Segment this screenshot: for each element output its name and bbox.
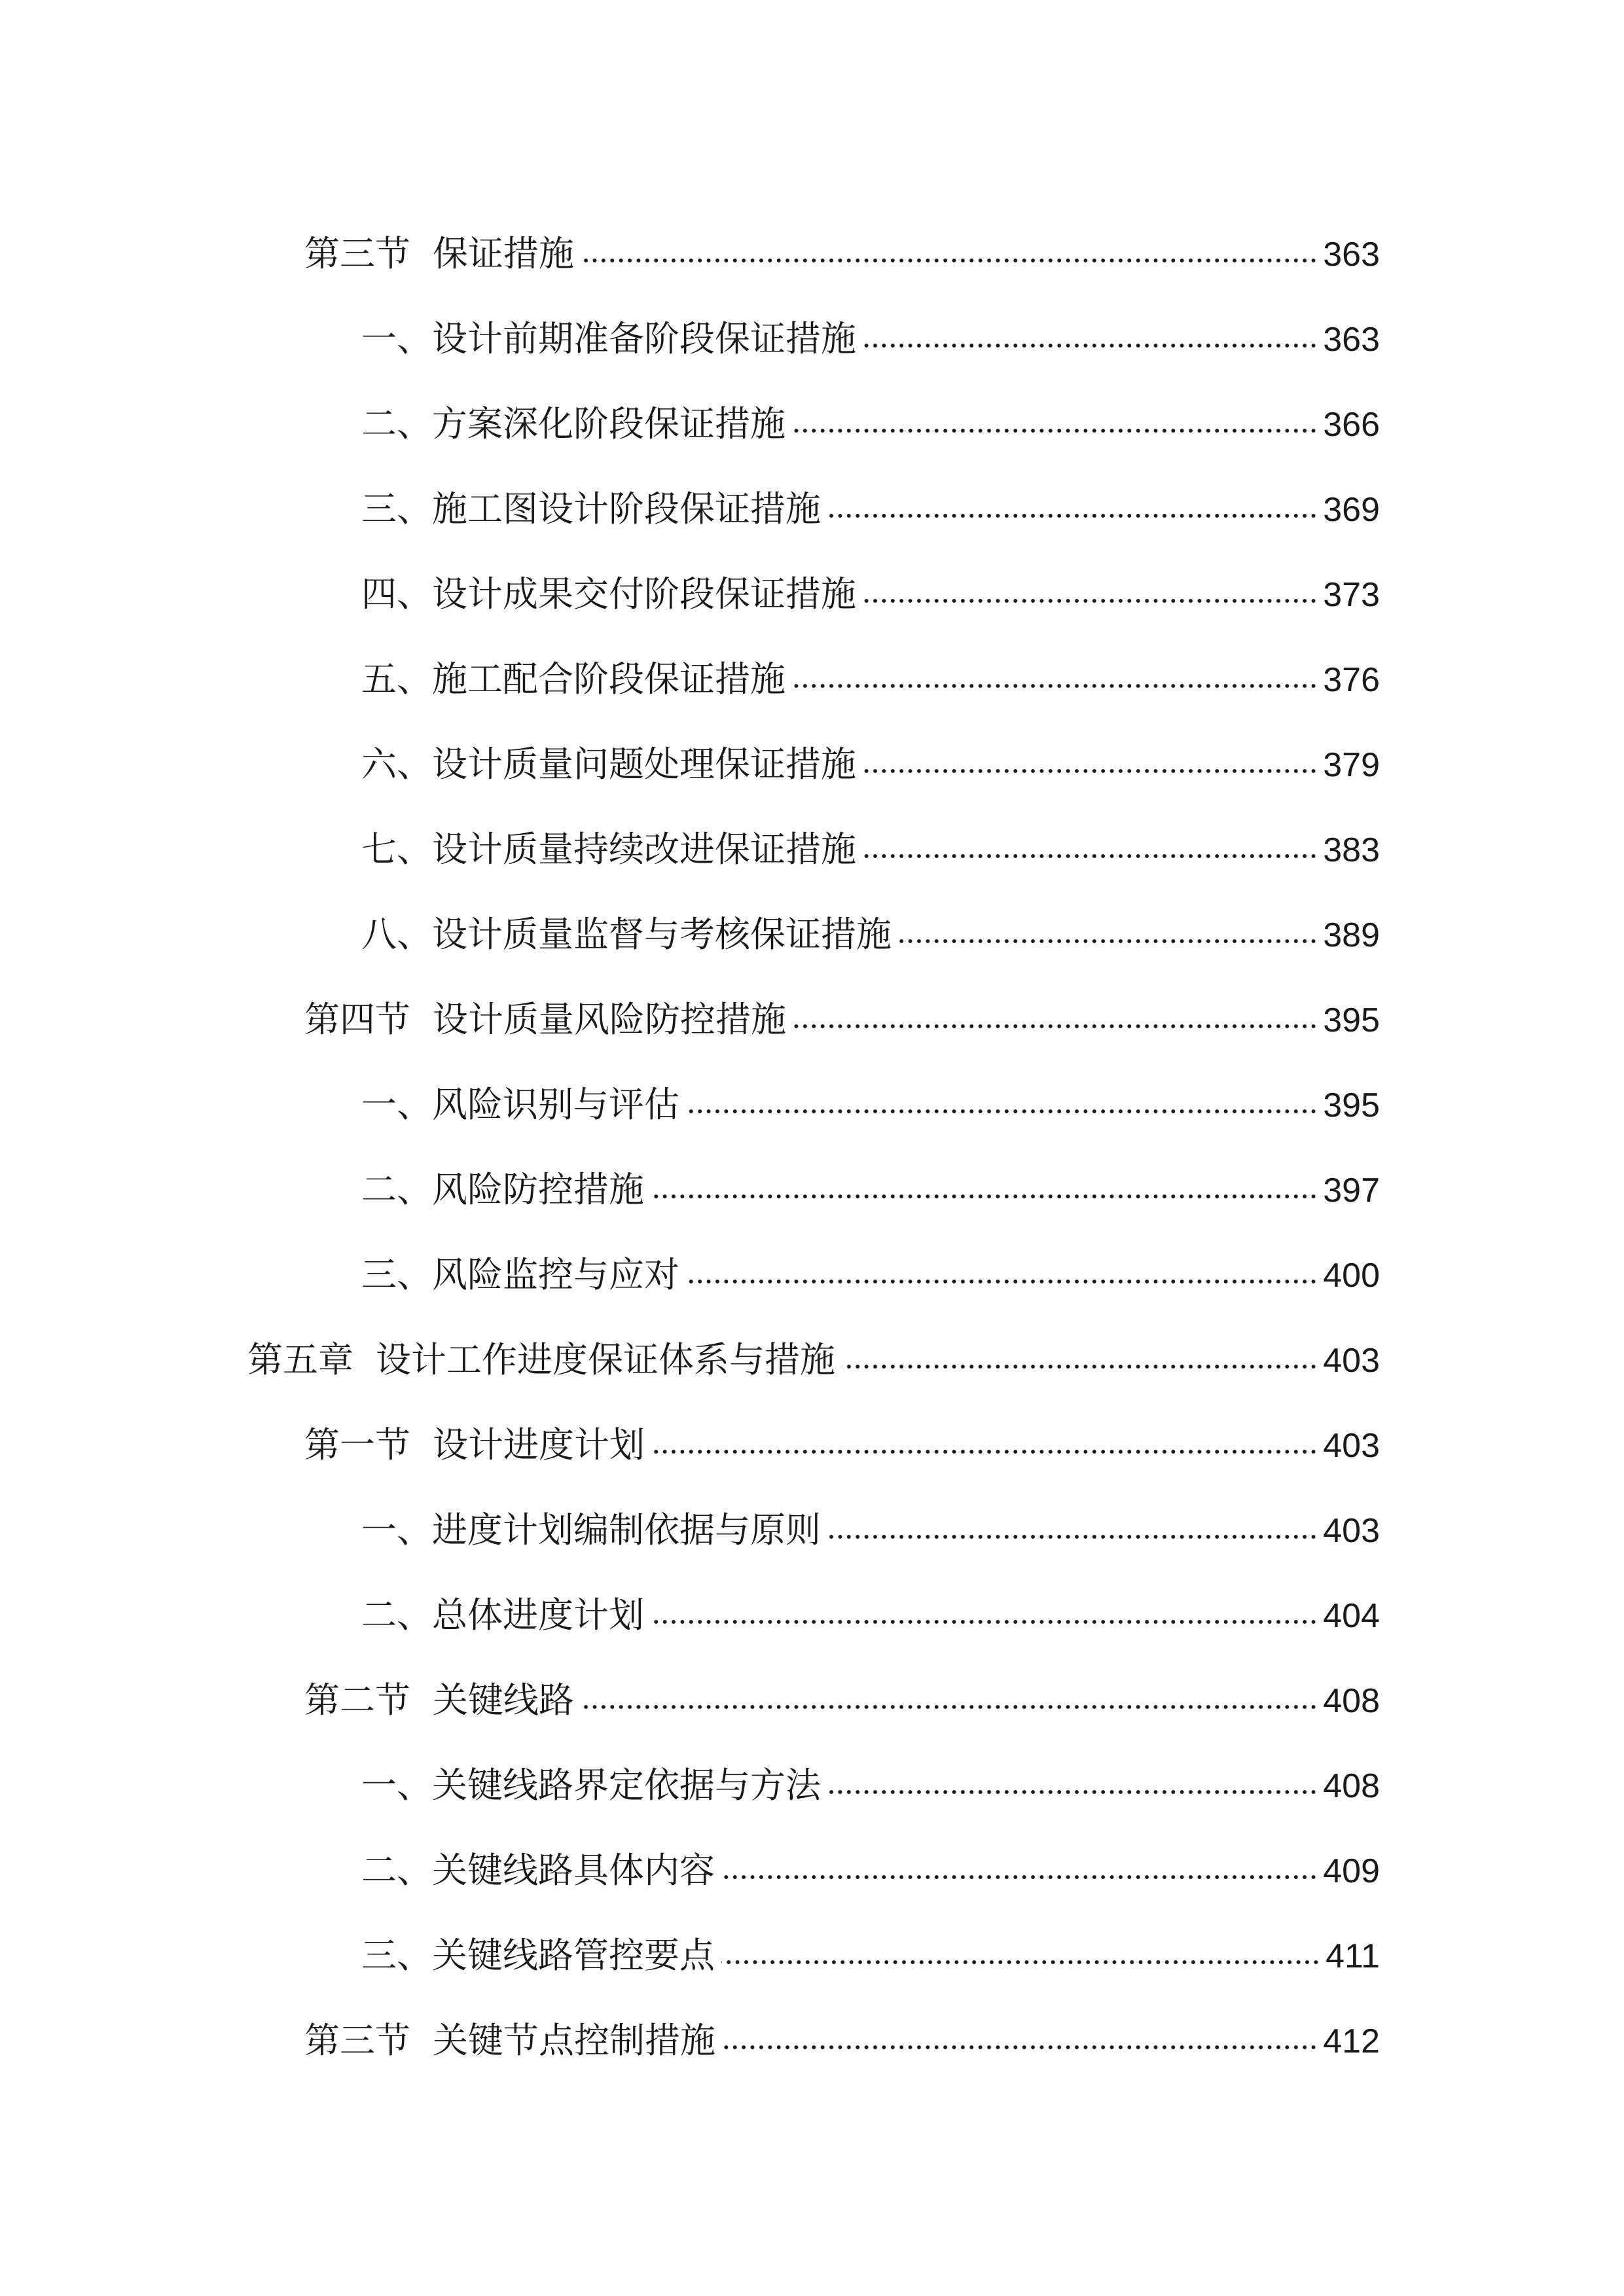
toc-entry-title: 方案深化阶段保证措施 bbox=[432, 403, 785, 444]
toc-entry-page: 404 bbox=[1323, 1597, 1380, 1635]
toc-entry-label bbox=[361, 403, 792, 444]
toc-entry-page: 376 bbox=[1323, 661, 1380, 699]
toc-entry-number: 三、 bbox=[361, 488, 432, 529]
dot-leader bbox=[792, 427, 1318, 434]
toc-entry-title: 设计前期准备阶段保证措施 bbox=[432, 318, 856, 359]
toc-entry-title: 设计质量持续改进保证措施 bbox=[432, 829, 856, 870]
toc-entry-title: 关键线路具体内容 bbox=[432, 1850, 715, 1891]
toc-entry-number: 二、 bbox=[361, 1169, 432, 1210]
toc-entry-page: 412 bbox=[1323, 2022, 1380, 2060]
toc-entry[interactable] bbox=[361, 376, 1380, 442]
toc-entry-page: 363 bbox=[1323, 236, 1380, 274]
toc-entry[interactable] bbox=[304, 1993, 1380, 2061]
toc-entry-page: 400 bbox=[1323, 1257, 1380, 1295]
dot-leader bbox=[686, 1278, 1318, 1285]
toc-entry-title: 关键线路 bbox=[433, 1679, 574, 1721]
toc-entry-number: 一、 bbox=[361, 318, 432, 359]
dot-leader bbox=[827, 512, 1318, 519]
toc-entry[interactable] bbox=[361, 802, 1380, 870]
toc-entry-page: 395 bbox=[1323, 1086, 1380, 1124]
toc-entry-page: 403 bbox=[1323, 1427, 1380, 1465]
toc-entry[interactable] bbox=[361, 1057, 1380, 1125]
toc-entry-label bbox=[361, 914, 898, 955]
toc-entry-page: 409 bbox=[1323, 1852, 1380, 1890]
toc-entry-label bbox=[361, 1850, 721, 1891]
toc-entry[interactable] bbox=[361, 1738, 1380, 1806]
dot-leader bbox=[686, 1108, 1318, 1115]
dot-leader bbox=[651, 1619, 1318, 1625]
toc-entry[interactable] bbox=[247, 1312, 1380, 1378]
toc-entry-number: 二、 bbox=[361, 403, 432, 444]
toc-entry-title: 关键线路管控要点 bbox=[432, 1935, 715, 1976]
dot-leader bbox=[842, 1363, 1318, 1370]
toc-entry-title: 关键节点控制措施 bbox=[433, 2020, 715, 2061]
toc-entry-page: 411 bbox=[1326, 1937, 1380, 1975]
toc-entry-title: 风险监控与应对 bbox=[432, 1254, 679, 1295]
dot-leader bbox=[863, 342, 1318, 349]
toc-entry-label bbox=[361, 829, 863, 870]
toc-entry-title: 设计成果交付阶段保证措施 bbox=[432, 573, 856, 615]
toc-entry-label bbox=[361, 318, 863, 359]
toc-entry-number: 第二节 bbox=[304, 1679, 410, 1721]
toc-entry-number: 二、 bbox=[361, 1850, 432, 1891]
toc-entry-title: 进度计划编制依据与原则 bbox=[432, 1509, 821, 1551]
toc-entry[interactable] bbox=[304, 972, 1380, 1040]
toc-entry-page: 397 bbox=[1323, 1172, 1380, 1210]
toc-entry[interactable] bbox=[361, 547, 1380, 615]
toc-entry-title: 设计进度计划 bbox=[433, 1424, 645, 1465]
toc-entry-label bbox=[304, 1424, 651, 1465]
toc-entry-number: 第三节 bbox=[304, 2020, 410, 2061]
dot-leader bbox=[898, 938, 1318, 944]
toc-entry[interactable] bbox=[361, 1227, 1380, 1293]
dot-leader bbox=[827, 1534, 1318, 1540]
toc-entry[interactable] bbox=[361, 1142, 1380, 1208]
dot-leader bbox=[721, 1959, 1320, 1965]
toc-entry-title: 设计质量监督与考核保证措施 bbox=[432, 914, 892, 955]
toc-entry-number: 六、 bbox=[361, 744, 432, 785]
toc-entry-page: 403 bbox=[1323, 1512, 1380, 1550]
toc-entry-title: 总体进度计划 bbox=[432, 1594, 644, 1636]
toc-entry-page: 408 bbox=[1323, 1767, 1380, 1805]
toc-entry-label bbox=[361, 1594, 651, 1636]
toc-entry-number: 七、 bbox=[361, 829, 432, 870]
toc-entry[interactable] bbox=[361, 1568, 1380, 1636]
dot-leader bbox=[793, 1023, 1318, 1030]
toc-entry-label bbox=[361, 573, 863, 615]
toc-entry-label bbox=[361, 1084, 686, 1125]
toc-entry-label bbox=[361, 658, 792, 700]
dot-leader bbox=[721, 1874, 1318, 1880]
toc-entry-title: 施工图设计阶段保证措施 bbox=[432, 488, 821, 529]
toc-entry-page: 373 bbox=[1323, 576, 1380, 614]
dot-leader bbox=[863, 853, 1318, 859]
toc-entry-label bbox=[361, 1935, 721, 1976]
dot-leader bbox=[827, 1789, 1318, 1795]
toc-entry-label bbox=[361, 488, 827, 529]
toc-entry[interactable] bbox=[361, 887, 1380, 955]
toc-entry-page: 408 bbox=[1323, 1682, 1380, 1720]
toc-entry-number: 八、 bbox=[361, 914, 432, 955]
toc-entry[interactable] bbox=[361, 461, 1380, 527]
toc-entry-number: 一、 bbox=[361, 1084, 432, 1125]
toc-entry-title: 关键线路界定依据与方法 bbox=[432, 1765, 821, 1806]
toc-entry-page: 395 bbox=[1323, 1001, 1380, 1039]
toc-entry-number: 三、 bbox=[361, 1254, 432, 1295]
toc-entry-number: 二、 bbox=[361, 1594, 432, 1636]
dot-leader bbox=[792, 683, 1318, 689]
toc-entry-page: 379 bbox=[1323, 746, 1380, 784]
toc-entry[interactable] bbox=[361, 291, 1380, 357]
toc-entry-number: 一、 bbox=[361, 1765, 432, 1806]
toc-entry-label bbox=[304, 1679, 581, 1721]
toc-entry[interactable] bbox=[361, 632, 1380, 700]
toc-entry-label bbox=[361, 744, 863, 785]
toc-entry-number: 第三节 bbox=[304, 233, 410, 274]
toc-entry-number: 五、 bbox=[361, 658, 432, 700]
toc-entry-title: 设计工作进度保证体系与措施 bbox=[376, 1339, 835, 1380]
toc-entry-label bbox=[361, 1254, 686, 1295]
toc-entry-title: 施工配合阶段保证措施 bbox=[432, 658, 785, 700]
dot-leader bbox=[863, 768, 1318, 774]
toc-entry-number: 三、 bbox=[361, 1935, 432, 1976]
toc-entry[interactable] bbox=[304, 206, 1380, 272]
toc-entry-label bbox=[361, 1509, 827, 1551]
toc-entry-label bbox=[304, 2020, 722, 2061]
toc-entry-page: 363 bbox=[1323, 321, 1380, 359]
toc-entry-label bbox=[247, 1339, 842, 1380]
toc-entry[interactable] bbox=[361, 1823, 1380, 1891]
toc-entry-page: 389 bbox=[1323, 916, 1380, 954]
toc-entry-page: 366 bbox=[1323, 406, 1380, 444]
dot-leader bbox=[581, 1704, 1318, 1710]
toc-entry-page: 403 bbox=[1323, 1342, 1380, 1380]
toc-entry[interactable] bbox=[361, 717, 1380, 785]
toc-entry[interactable] bbox=[361, 1908, 1380, 1976]
dot-leader bbox=[651, 1193, 1318, 1200]
toc-entry-page: 383 bbox=[1323, 831, 1380, 869]
dot-leader bbox=[722, 2044, 1318, 2051]
toc-entry-title: 保证措施 bbox=[433, 233, 574, 274]
dot-leader bbox=[863, 598, 1318, 604]
toc-entry[interactable] bbox=[361, 1482, 1380, 1551]
dot-leader bbox=[581, 257, 1318, 264]
toc-entry-number: 第一节 bbox=[304, 1424, 410, 1465]
toc-entry-page: 369 bbox=[1323, 491, 1380, 529]
dot-leader bbox=[651, 1448, 1318, 1455]
toc-entry-label bbox=[304, 233, 581, 274]
toc-entry-title: 风险防控措施 bbox=[432, 1169, 644, 1210]
toc-entry-label bbox=[361, 1765, 827, 1806]
toc-entry[interactable] bbox=[304, 1397, 1380, 1463]
toc-entry-label bbox=[304, 999, 793, 1040]
toc-entry-title: 设计质量风险防控措施 bbox=[433, 999, 786, 1040]
toc-entry-number: 一、 bbox=[361, 1509, 432, 1551]
toc-entry-number: 第五章 bbox=[247, 1339, 353, 1380]
toc-entry-label bbox=[361, 1169, 651, 1210]
toc-entry-title: 设计质量问题处理保证措施 bbox=[432, 744, 856, 785]
toc-entry[interactable] bbox=[304, 1653, 1380, 1721]
toc-entry-number: 第四节 bbox=[304, 999, 410, 1040]
toc-entry-title: 风险识别与评估 bbox=[432, 1084, 679, 1125]
toc-entry-number: 四、 bbox=[361, 573, 432, 615]
